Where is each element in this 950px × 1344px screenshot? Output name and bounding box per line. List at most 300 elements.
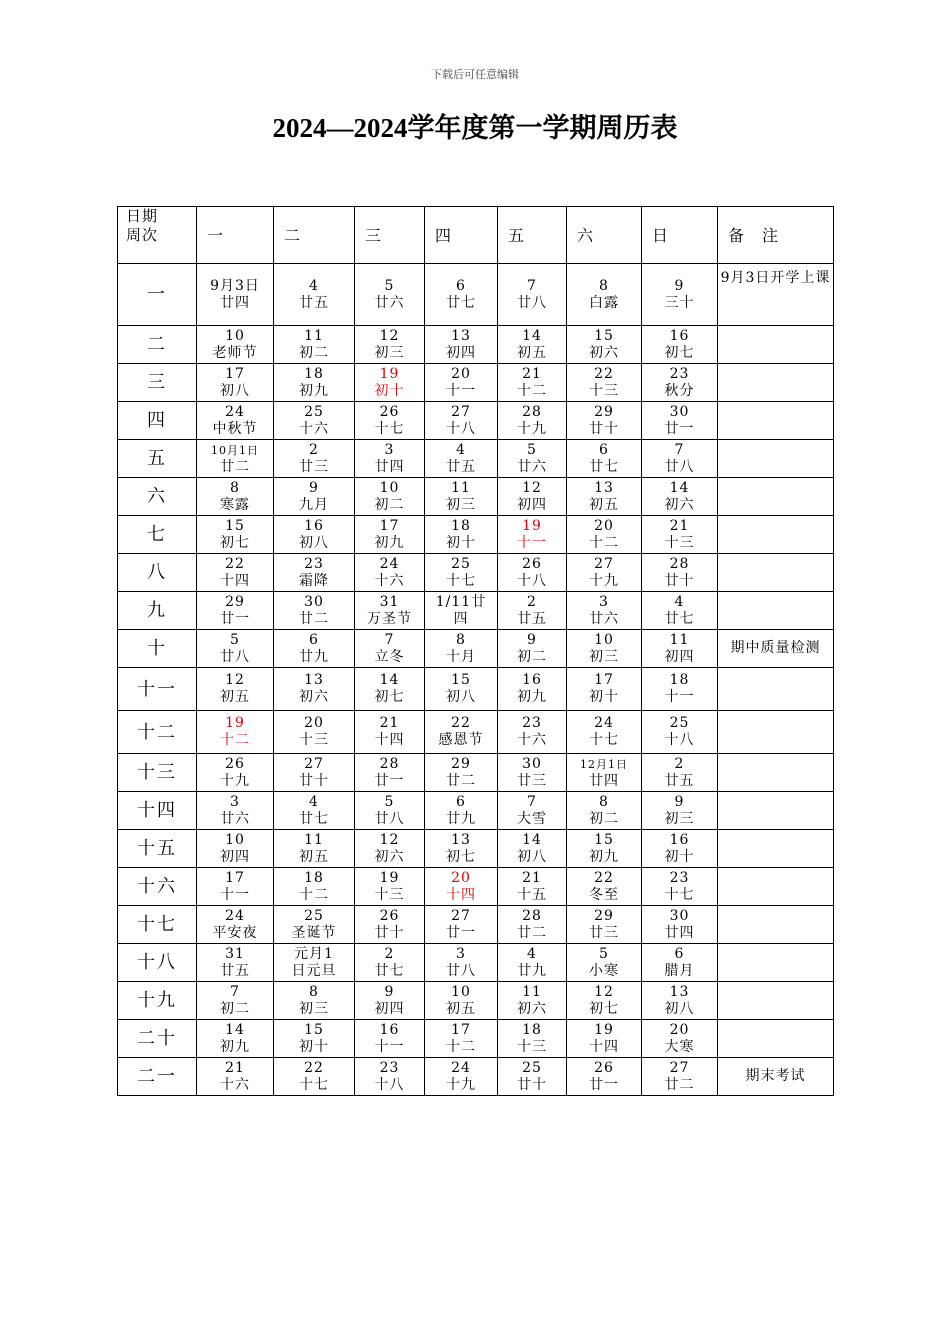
day-lunar: 初八	[299, 534, 329, 551]
day-lunar: 日元旦	[291, 962, 337, 979]
day-lunar: 廿八	[664, 458, 695, 475]
day-cell	[355, 326, 425, 364]
header-note: 下载后可任意编辑	[431, 68, 519, 81]
day-lunar: 廿七	[664, 610, 695, 627]
day-cell	[274, 944, 355, 982]
day-date: 29	[594, 403, 614, 420]
day-lunar: 廿四	[220, 294, 250, 311]
day-cell	[498, 440, 567, 478]
day-date: 18	[304, 869, 324, 886]
day-lunar: 十一	[446, 382, 476, 399]
day-lunar: 初七	[446, 848, 476, 865]
day-lunar: 廿三	[589, 924, 619, 941]
day-lunar: 初五	[220, 689, 250, 705]
day-date: 4	[456, 441, 466, 458]
day-date: 4	[309, 793, 319, 810]
day-date: 14	[225, 1021, 245, 1038]
day-date: 26	[379, 403, 400, 420]
week-number-cell: 十三	[118, 754, 197, 792]
day-cell	[425, 1020, 498, 1058]
day-lunar: 廿八	[220, 648, 250, 665]
day-lunar: 初二	[589, 810, 619, 827]
day-lunar: 廿三	[517, 772, 547, 789]
day-date: 6	[309, 631, 319, 648]
day-date: 28	[669, 555, 690, 572]
day-lunar: 初二	[299, 344, 329, 361]
day-lunar: 廿十	[664, 572, 695, 589]
day-date: 7	[674, 441, 685, 458]
day-cell	[498, 264, 567, 326]
day-lunar: 廿七	[374, 962, 405, 979]
day-cell	[355, 516, 425, 554]
day-date: 8	[230, 479, 240, 496]
day-date: 10	[594, 631, 614, 648]
remark-cell	[718, 906, 834, 944]
day-lunar: 十二	[517, 382, 547, 399]
day-date: 15	[594, 831, 614, 848]
day-cell	[567, 1020, 642, 1058]
day-date: 29	[451, 755, 471, 772]
day-lunar: 廿四	[664, 924, 695, 941]
week-number-cell: 十四	[118, 792, 197, 830]
day-date: 24	[225, 907, 245, 924]
day-date: 4	[309, 277, 319, 294]
day-cell	[425, 754, 498, 792]
week-row	[118, 516, 834, 554]
day-date: 15	[225, 517, 245, 534]
day-cell	[197, 1020, 274, 1058]
day-header-sat: 六	[567, 207, 642, 264]
day-cell	[425, 982, 498, 1020]
day-lunar: 十六	[220, 1076, 250, 1093]
remark-cell	[718, 754, 834, 792]
day-cell	[642, 1020, 718, 1058]
week-row	[118, 364, 834, 402]
day-lunar: 初十	[374, 382, 405, 399]
day-lunar: 十二	[220, 732, 250, 748]
day-lunar: 十八	[446, 420, 476, 437]
day-lunar: 廿九	[299, 648, 329, 665]
weekly-calendar-table	[117, 206, 834, 1096]
day-cell	[498, 326, 567, 364]
day-cell	[197, 554, 274, 592]
day-cell	[355, 592, 425, 630]
day-date: 4	[674, 593, 685, 610]
day-lunar: 初四	[374, 1000, 405, 1017]
day-cell	[642, 264, 718, 326]
week-row	[118, 264, 834, 326]
day-date: 3	[230, 793, 240, 810]
day-lunar: 初七	[664, 344, 695, 361]
day-cell	[642, 402, 718, 440]
day-lunar: 初七	[589, 1000, 619, 1017]
day-lunar: 初十	[446, 534, 476, 551]
day-cell	[642, 906, 718, 944]
day-date: 25	[522, 1059, 542, 1076]
day-date: 9	[674, 277, 685, 294]
day-date: 16	[522, 672, 542, 688]
day-cell	[274, 402, 355, 440]
day-date: 21	[379, 715, 400, 731]
day-cell	[355, 906, 425, 944]
day-lunar: 廿四	[589, 772, 619, 789]
day-lunar: 感恩节	[438, 732, 484, 748]
week-number-cell: 十七	[118, 906, 197, 944]
day-lunar: 十九	[446, 1076, 476, 1093]
day-date: 9	[527, 631, 537, 648]
day-lunar: 初二	[517, 648, 547, 665]
day-lunar: 初六	[299, 689, 329, 705]
day-date: 11	[522, 983, 542, 1000]
day-date: 24	[225, 403, 245, 420]
day-date: 21	[522, 869, 542, 886]
day-lunar: 十一	[517, 534, 547, 551]
day-date: 27	[451, 907, 471, 924]
day-date: 26	[522, 555, 542, 572]
day-cell	[197, 906, 274, 944]
day-date: 16	[304, 517, 324, 534]
day-date: 23	[669, 869, 690, 886]
day-lunar: 廿十	[299, 772, 329, 789]
day-cell	[197, 754, 274, 792]
day-date: 26	[594, 1059, 614, 1076]
day-lunar: 十四	[589, 1038, 619, 1055]
day-lunar: 九月	[299, 496, 329, 513]
day-cell	[498, 668, 567, 711]
day-date: 8	[456, 631, 466, 648]
day-cell	[425, 402, 498, 440]
day-lunar: 初五	[446, 1000, 476, 1017]
day-cell	[197, 630, 274, 668]
week-row	[118, 1058, 834, 1096]
week-row	[118, 830, 834, 868]
day-lunar: 初三	[299, 1000, 329, 1017]
day-lunar: 十一	[664, 689, 695, 705]
day-lunar: 秋分	[664, 382, 695, 399]
day-lunar: 初三	[589, 648, 619, 665]
week-number-cell: 九	[118, 592, 197, 630]
day-cell	[355, 440, 425, 478]
day-cell	[197, 326, 274, 364]
day-cell	[498, 868, 567, 906]
day-date: 21	[522, 365, 542, 382]
day-lunar: 初四	[446, 344, 476, 361]
day-lunar: 中秋节	[212, 420, 258, 437]
day-cell	[274, 440, 355, 478]
day-cell	[642, 440, 718, 478]
day-lunar: 初六	[589, 344, 619, 361]
day-lunar: 廿二	[299, 610, 329, 627]
day-lunar: 平安夜	[212, 924, 258, 941]
day-lunar: 初七	[374, 689, 405, 705]
day-cell	[274, 668, 355, 711]
day-date: 5	[384, 277, 395, 294]
day-lunar: 十七	[589, 732, 619, 748]
day-date: 2	[309, 441, 319, 458]
day-cell	[425, 326, 498, 364]
day-date: 9	[384, 983, 395, 1000]
day-date: 5	[527, 441, 537, 458]
day-lunar: 初十	[589, 689, 619, 705]
day-cell	[567, 792, 642, 830]
day-cell	[197, 516, 274, 554]
day-lunar: 廿八	[517, 294, 547, 311]
day-lunar: 腊月	[664, 962, 695, 979]
day-cell	[642, 364, 718, 402]
day-date: 14	[669, 479, 690, 496]
day-lunar: 初十	[664, 848, 695, 865]
day-date: 9	[674, 793, 685, 810]
week-row	[118, 478, 834, 516]
day-date: 22	[225, 555, 245, 572]
remark-cell: 9月3日开学上课	[718, 264, 834, 326]
day-cell	[274, 592, 355, 630]
day-cell	[197, 402, 274, 440]
day-lunar: 十四	[374, 732, 405, 748]
day-date: 8	[599, 277, 609, 294]
day-lunar: 廿十	[374, 924, 405, 941]
day-date: 13	[594, 479, 614, 496]
day-cell	[498, 554, 567, 592]
day-date: 5	[599, 945, 609, 962]
day-date: 19	[379, 869, 400, 886]
day-cell	[498, 944, 567, 982]
remark-header: 备 注	[718, 207, 834, 264]
remark-cell	[718, 554, 834, 592]
day-date: 29	[225, 593, 245, 610]
day-cell	[567, 906, 642, 944]
day-lunar: 三十	[664, 294, 695, 311]
remark-cell: 期中质量检测	[718, 630, 834, 668]
week-row	[118, 326, 834, 364]
corner-date-label: 日期	[126, 207, 159, 225]
day-date: 26	[225, 755, 245, 772]
day-cell	[498, 516, 567, 554]
day-lunar: 廿二	[517, 924, 547, 941]
day-cell	[567, 440, 642, 478]
day-lunar: 初五	[517, 344, 547, 361]
day-cell	[355, 554, 425, 592]
day-lunar: 十八	[664, 732, 695, 748]
day-cell	[197, 830, 274, 868]
day-date: 24	[379, 555, 400, 572]
day-lunar: 廿七	[589, 458, 619, 475]
day-cell	[567, 402, 642, 440]
day-lunar: 十五	[517, 886, 547, 903]
day-cell	[274, 1020, 355, 1058]
day-date: 23	[522, 715, 542, 731]
day-lunar: 廿六	[374, 294, 405, 311]
day-cell	[197, 792, 274, 830]
day-cell	[567, 264, 642, 326]
day-lunar: 初六	[374, 848, 405, 865]
day-cell	[425, 830, 498, 868]
day-cell	[355, 982, 425, 1020]
day-cell	[197, 364, 274, 402]
day-lunar: 十月	[446, 648, 476, 665]
day-date: 20	[304, 715, 324, 731]
day-cell	[498, 364, 567, 402]
day-lunar: 廿八	[374, 810, 405, 827]
day-date: 17	[225, 365, 245, 382]
day-date: 12	[594, 983, 614, 1000]
day-date: 31	[379, 593, 400, 610]
day-lunar: 初二	[220, 1000, 250, 1017]
day-date: 31	[225, 945, 245, 962]
day-date: 6	[456, 793, 466, 810]
day-lunar: 初三	[446, 496, 476, 513]
day-date: 26	[379, 907, 400, 924]
corner-header-cell	[118, 207, 197, 264]
day-date: 11	[304, 831, 324, 848]
day-cell	[425, 711, 498, 754]
week-row	[118, 440, 834, 478]
day-date: 9月3日	[210, 277, 260, 294]
day-cell	[197, 868, 274, 906]
day-lunar: 十九	[220, 772, 250, 789]
day-lunar: 十四	[220, 572, 250, 589]
day-lunar: 十二	[299, 886, 329, 903]
day-cell	[274, 868, 355, 906]
day-lunar: 初九	[299, 382, 329, 399]
day-cell	[567, 711, 642, 754]
day-lunar: 十二	[589, 534, 619, 551]
day-cell	[425, 592, 498, 630]
day-lunar: 廿十	[589, 420, 619, 437]
day-date: 18	[451, 517, 471, 534]
day-cell	[642, 478, 718, 516]
day-cell	[425, 554, 498, 592]
week-number-cell: 六	[118, 478, 197, 516]
corner-week-label: 周次	[126, 226, 159, 244]
day-cell	[567, 364, 642, 402]
day-lunar: 廿四	[374, 458, 405, 475]
remark-cell	[718, 944, 834, 982]
day-cell	[642, 754, 718, 792]
day-lunar: 廿五	[446, 458, 476, 475]
day-cell	[567, 944, 642, 982]
day-date: 12月1日	[580, 757, 628, 771]
day-lunar: 初四	[517, 496, 547, 513]
day-cell	[425, 668, 498, 711]
day-cell	[642, 868, 718, 906]
day-date: 元月1	[294, 945, 334, 962]
day-date: 10	[225, 327, 245, 344]
day-lunar: 十七	[299, 1076, 329, 1093]
day-date: 11	[669, 631, 690, 648]
day-date: 30	[522, 755, 542, 772]
day-date: 27	[594, 555, 614, 572]
day-lunar: 十七	[664, 886, 695, 903]
day-date: 19	[594, 1021, 614, 1038]
week-row	[118, 711, 834, 754]
day-cell	[355, 264, 425, 326]
day-date: 19	[379, 365, 400, 382]
remark-cell	[718, 982, 834, 1020]
day-date: 23	[304, 555, 324, 572]
day-lunar: 初四	[664, 648, 695, 665]
day-lunar: 十六	[299, 420, 329, 437]
day-date: 30	[669, 403, 690, 420]
day-date: 27	[304, 755, 324, 772]
day-cell	[197, 944, 274, 982]
day-date: 29	[594, 907, 614, 924]
day-date: 17	[225, 869, 245, 886]
day-lunar: 十九	[589, 572, 619, 589]
day-cell	[498, 830, 567, 868]
header-row	[118, 207, 834, 264]
day-cell	[197, 592, 274, 630]
day-date: 23	[379, 1059, 400, 1076]
day-cell	[355, 1020, 425, 1058]
day-cell	[274, 906, 355, 944]
day-lunar: 廿九	[446, 810, 476, 827]
day-cell	[425, 792, 498, 830]
week-row	[118, 630, 834, 668]
day-lunar: 初十	[299, 1038, 329, 1055]
day-date: 2	[384, 945, 395, 962]
day-lunar: 廿一	[374, 772, 405, 789]
day-date: 14	[522, 327, 542, 344]
day-cell	[567, 830, 642, 868]
day-cell	[274, 478, 355, 516]
day-date: 25	[669, 715, 690, 731]
day-cell	[425, 478, 498, 516]
day-cell	[642, 830, 718, 868]
day-lunar: 廿一	[664, 420, 695, 437]
remark-cell: 期末考试	[718, 1058, 834, 1096]
day-cell	[642, 711, 718, 754]
day-cell	[498, 630, 567, 668]
day-cell	[197, 1058, 274, 1096]
day-date: 13	[304, 672, 324, 688]
day-cell	[567, 668, 642, 711]
day-lunar: 十二	[446, 1038, 476, 1055]
day-date: 28	[522, 907, 542, 924]
day-date: 22	[304, 1059, 324, 1076]
day-date: 1/11廿	[435, 593, 487, 610]
day-date: 30	[304, 593, 324, 610]
day-header-mon: 一	[197, 207, 274, 264]
day-date: 7	[527, 793, 537, 810]
day-lunar: 十六	[517, 732, 547, 748]
day-lunar: 廿九	[517, 962, 547, 979]
week-number-cell: 一	[118, 264, 197, 326]
day-header-wed: 三	[355, 207, 425, 264]
day-lunar: 十九	[517, 420, 547, 437]
day-cell	[567, 478, 642, 516]
week-number-cell: 十二	[118, 711, 197, 754]
day-cell	[355, 630, 425, 668]
day-lunar: 十八	[374, 1076, 405, 1093]
day-cell	[642, 554, 718, 592]
day-lunar: 初六	[517, 1000, 547, 1017]
remark-cell	[718, 868, 834, 906]
day-cell	[498, 792, 567, 830]
remark-cell	[718, 711, 834, 754]
day-date: 3	[456, 945, 466, 962]
day-date: 7	[527, 277, 537, 294]
day-cell	[274, 326, 355, 364]
day-date: 8	[309, 983, 319, 1000]
day-lunar: 老师节	[212, 344, 258, 361]
day-date: 11	[451, 479, 471, 496]
day-date: 10	[451, 983, 471, 1000]
day-cell	[425, 264, 498, 326]
day-lunar: 冬至	[589, 886, 619, 903]
week-number-cell: 八	[118, 554, 197, 592]
day-lunar: 十三	[374, 886, 405, 903]
